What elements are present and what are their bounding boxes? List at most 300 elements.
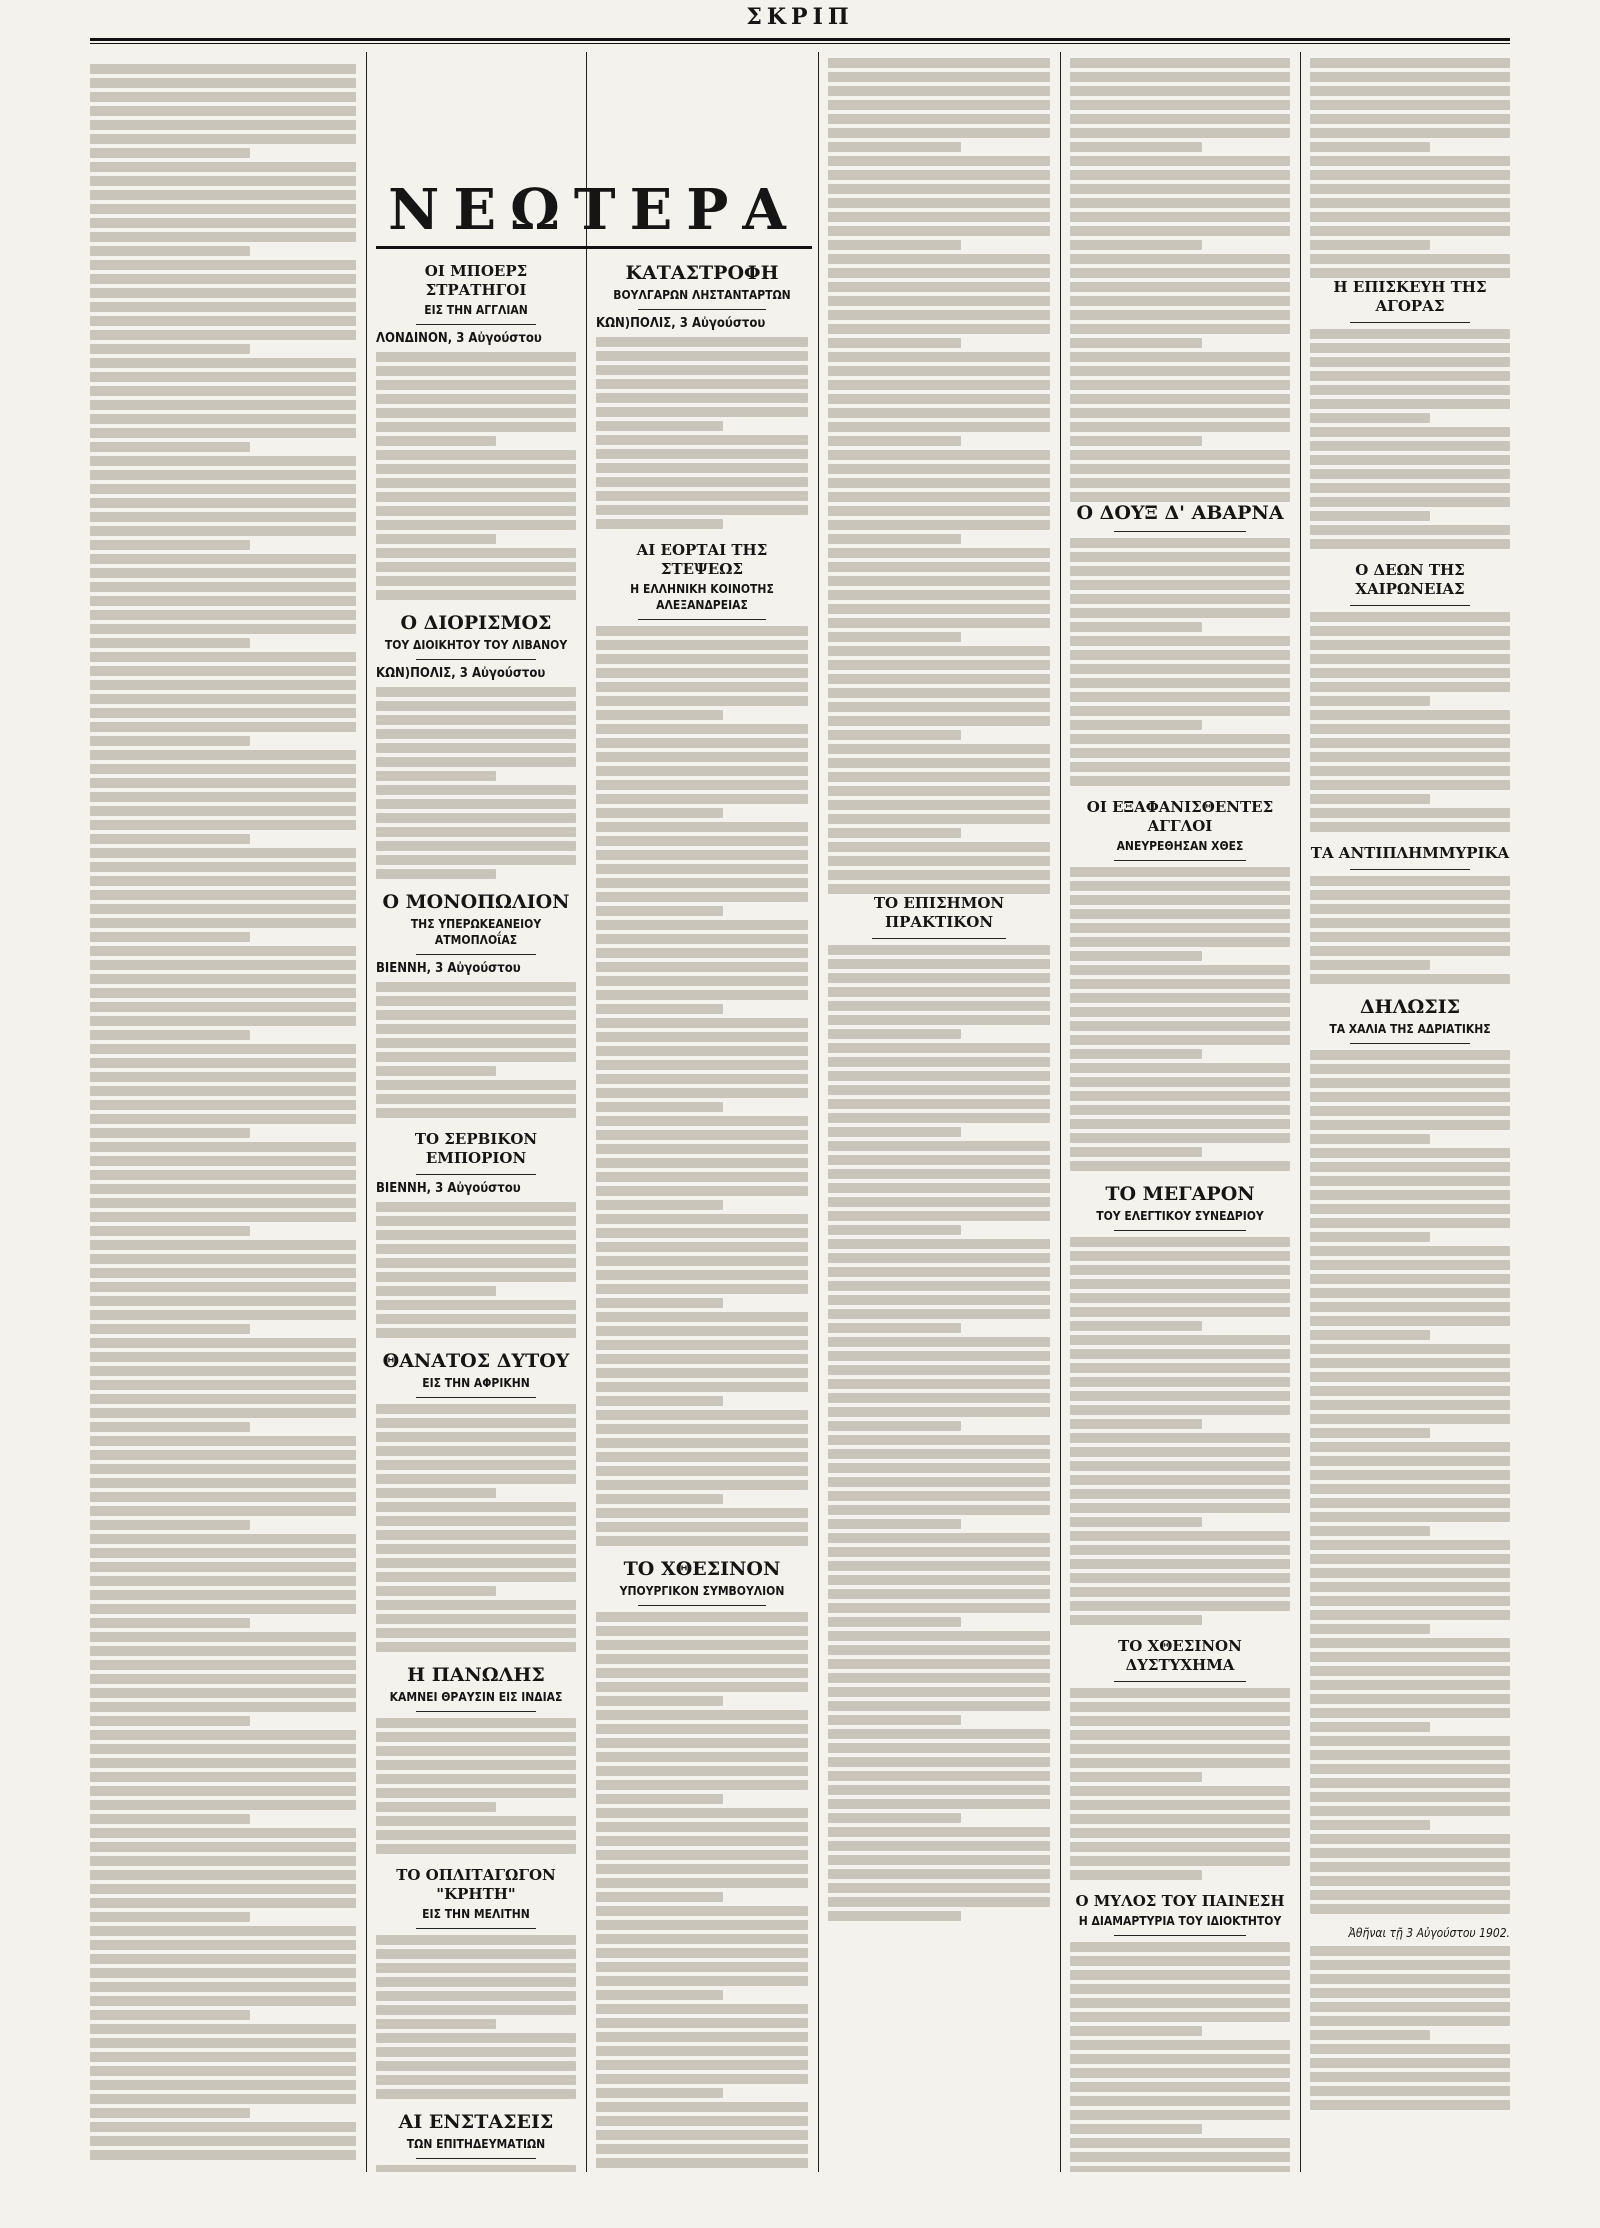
text-line xyxy=(90,2038,356,2048)
text-line xyxy=(90,820,356,830)
text-line xyxy=(828,1337,1050,1347)
text-line xyxy=(596,1354,808,1364)
text-line xyxy=(376,1066,496,1076)
text-line xyxy=(596,808,723,818)
text-line xyxy=(1070,1545,1290,1555)
text-line xyxy=(596,878,808,888)
text-line xyxy=(1070,748,1290,758)
text-line xyxy=(1070,951,1202,961)
article-body xyxy=(376,2165,576,2172)
text-line xyxy=(596,1466,808,1476)
text-line xyxy=(376,1488,496,1498)
text-line xyxy=(90,1884,356,1894)
article-body xyxy=(376,982,576,1118)
text-line xyxy=(90,456,356,466)
text-line xyxy=(828,128,1050,138)
text-line xyxy=(376,1628,576,1638)
text-line xyxy=(828,1869,1050,1879)
text-line xyxy=(828,1561,1050,1571)
text-line xyxy=(1070,408,1290,418)
text-line xyxy=(90,932,250,942)
text-line xyxy=(596,850,808,860)
article-subheadline: ΤΟΥ ΔΙΟΙΚΗΤΟΥ ΤΟΥ ΛΙΒΑΝΟΥ xyxy=(384,638,568,652)
text-line xyxy=(828,1701,1050,1711)
text-line xyxy=(1070,1716,1290,1726)
text-line xyxy=(1070,2096,1290,2106)
text-line xyxy=(1310,1106,1510,1116)
text-line xyxy=(596,1508,808,1518)
text-line xyxy=(376,1774,576,1784)
text-line xyxy=(90,1618,250,1628)
text-line xyxy=(1310,1386,1510,1396)
text-line xyxy=(1310,1246,1510,1256)
text-line xyxy=(596,1682,808,1692)
headline-rule xyxy=(638,309,765,310)
text-line xyxy=(1310,1834,1510,1844)
text-line xyxy=(376,450,576,460)
headline-rule xyxy=(416,1928,536,1929)
text-line xyxy=(1310,329,1510,339)
article-headline: ΤΟ ΕΠΙΣΗΜΟΝ ΠΡΑΚΤΙΚΟΝ xyxy=(873,894,1005,931)
text-line xyxy=(90,1856,356,1866)
article-body xyxy=(596,626,808,1546)
text-line xyxy=(828,1645,1050,1655)
text-line xyxy=(596,2046,808,2056)
text-line xyxy=(1070,2054,1290,2064)
text-line xyxy=(1070,1433,1290,1443)
article xyxy=(376,2111,576,2172)
text-line xyxy=(1070,184,1290,194)
text-line xyxy=(376,1446,576,1456)
text-line xyxy=(1070,1856,1290,1866)
text-line xyxy=(90,1086,356,1096)
text-line xyxy=(828,1281,1050,1291)
text-line xyxy=(90,1002,356,1012)
text-line xyxy=(90,708,356,718)
text-line xyxy=(376,1935,576,1945)
text-line xyxy=(1070,1786,1290,1796)
text-line xyxy=(828,1533,1050,1543)
text-line xyxy=(828,1211,1050,1221)
text-line xyxy=(828,1057,1050,1067)
text-line xyxy=(1310,1680,1510,1690)
text-line xyxy=(376,687,576,697)
text-line xyxy=(1070,965,1290,975)
text-line xyxy=(90,624,356,634)
text-line xyxy=(90,1688,356,1698)
text-line xyxy=(596,1396,723,1406)
text-line xyxy=(596,752,808,762)
text-line xyxy=(1070,422,1290,432)
text-line xyxy=(1310,2002,1510,2012)
text-line xyxy=(828,1323,961,1333)
text-line xyxy=(1310,682,1510,692)
text-line xyxy=(90,162,356,172)
text-line xyxy=(376,1802,496,1812)
headline-rule xyxy=(1350,605,1470,606)
text-line xyxy=(1070,1279,1290,1289)
text-line xyxy=(828,814,1050,824)
text-line xyxy=(596,1536,808,1546)
text-line xyxy=(90,1562,356,1572)
text-line xyxy=(828,1757,1050,1767)
column-divider xyxy=(366,52,367,2172)
text-line xyxy=(1310,2030,1430,2040)
text-line xyxy=(376,1038,576,1048)
text-line xyxy=(1310,696,1430,706)
text-line xyxy=(90,1212,356,1222)
text-line xyxy=(1310,427,1510,437)
text-line xyxy=(1310,413,1430,423)
text-line xyxy=(1070,1021,1290,1031)
text-line xyxy=(90,1674,356,1684)
text-line xyxy=(1310,240,1430,250)
text-line xyxy=(596,463,808,473)
text-line xyxy=(90,1968,356,1978)
text-line xyxy=(90,1058,356,1068)
text-line xyxy=(376,1418,576,1428)
text-line xyxy=(1070,282,1290,292)
text-line xyxy=(828,1799,1050,1809)
text-line xyxy=(828,870,1050,880)
text-line xyxy=(90,1800,356,1810)
text-line xyxy=(1070,594,1290,604)
text-line xyxy=(596,393,808,403)
article-headline: ΟΙ ΕΞΑΦΑΝΙΣΘΕΝΤΕΣ ΑΓΓΛΟΙ xyxy=(1086,798,1274,835)
text-line xyxy=(596,2004,808,2014)
text-line xyxy=(1070,240,1202,250)
text-line xyxy=(596,962,808,972)
text-line xyxy=(596,710,723,720)
text-line xyxy=(1070,142,1202,152)
text-line xyxy=(1070,608,1290,618)
text-line xyxy=(596,1990,723,2000)
article xyxy=(596,541,808,1546)
text-line xyxy=(828,100,1050,110)
article-body xyxy=(90,58,356,2160)
text-line xyxy=(1070,1772,1202,1782)
text-line xyxy=(1310,483,1510,493)
text-line xyxy=(1310,1554,1510,1564)
article-body xyxy=(1310,612,1510,832)
text-line xyxy=(1070,1335,1290,1345)
text-line xyxy=(376,1108,576,1118)
text-line xyxy=(1310,1190,1510,1200)
text-line xyxy=(1310,184,1510,194)
text-line xyxy=(828,1435,1050,1445)
text-line xyxy=(1070,1133,1290,1143)
text-line xyxy=(1070,1601,1290,1611)
text-line xyxy=(1070,1730,1290,1740)
text-line xyxy=(828,1015,1050,1025)
text-line xyxy=(90,344,250,354)
text-line xyxy=(596,1144,808,1154)
text-line xyxy=(596,1976,808,1986)
text-line xyxy=(1070,1702,1290,1712)
text-line xyxy=(1070,2110,1290,2120)
text-line xyxy=(1070,268,1290,278)
text-line xyxy=(90,1254,356,1264)
text-line xyxy=(596,724,808,734)
text-line xyxy=(1310,960,1430,970)
text-line xyxy=(596,1480,808,1490)
article-subheadline: ΕΙΣ ΤΗΝ ΑΦΡΙΚΗΝ xyxy=(422,1376,530,1390)
text-line xyxy=(376,2047,576,2057)
article-subheadline: ΤΟΥ ΕΛΕΓΤΙΚΟΥ ΣΥΝΕΔΡΙΟΥ xyxy=(1096,1209,1264,1223)
article xyxy=(1310,278,1510,549)
text-line xyxy=(596,1228,808,1238)
text-line xyxy=(1070,650,1290,660)
text-line xyxy=(1070,895,1290,905)
text-line xyxy=(828,800,1050,810)
text-line xyxy=(828,310,1050,320)
text-line xyxy=(90,92,356,102)
text-line xyxy=(596,1172,808,1182)
text-line xyxy=(376,1432,576,1442)
article xyxy=(1310,844,1510,984)
text-line xyxy=(90,1982,356,1992)
column-5 xyxy=(1070,52,1290,2172)
text-line xyxy=(376,1830,576,1840)
text-line xyxy=(596,1438,808,1448)
text-line xyxy=(828,156,1050,166)
text-line xyxy=(1310,808,1510,818)
text-line xyxy=(1070,762,1290,772)
text-line xyxy=(828,72,1050,82)
text-line xyxy=(376,1963,576,1973)
text-line xyxy=(1310,1162,1510,1172)
text-line xyxy=(90,288,356,298)
text-line xyxy=(376,2089,576,2099)
text-line xyxy=(828,674,1050,684)
text-line xyxy=(828,1393,1050,1403)
text-line xyxy=(376,701,576,711)
text-line xyxy=(828,1169,1050,1179)
article-subheadline: ΕΙΣ ΤΗΝ ΑΓΓΛΙΑΝ xyxy=(424,303,528,317)
text-line xyxy=(1070,1800,1290,1810)
text-line xyxy=(1070,1870,1202,1880)
article-headline: Ο ΔΙΟΡΙΣΜΟΣ xyxy=(400,612,552,634)
text-line xyxy=(596,1724,808,1734)
masthead-rule xyxy=(90,38,1510,41)
text-line xyxy=(1070,552,1290,562)
text-line xyxy=(596,1668,808,1678)
text-line xyxy=(828,758,1050,768)
text-line xyxy=(1070,692,1290,702)
text-line xyxy=(90,1296,356,1306)
text-line xyxy=(1070,993,1290,1003)
text-line xyxy=(90,218,356,228)
headline-rule xyxy=(1114,1681,1246,1682)
text-line xyxy=(596,1934,808,1944)
text-line xyxy=(376,1530,576,1540)
article xyxy=(376,612,576,879)
text-line xyxy=(90,512,356,522)
text-line xyxy=(596,407,808,417)
text-line xyxy=(596,2018,808,2028)
text-line xyxy=(90,638,250,648)
text-line xyxy=(828,1309,1050,1319)
text-line xyxy=(1310,497,1510,507)
text-line xyxy=(596,1948,808,1958)
text-line xyxy=(1310,2058,1510,2068)
text-line xyxy=(376,1614,576,1624)
text-line xyxy=(1310,918,1510,928)
text-line xyxy=(596,1766,808,1776)
article-subheadline: Η ΕΛΛΗΝΙΚΗ ΚΟΙΝΟΤΗΣ ΑΛΕΞΑΝΔΡΕΙΑΣ xyxy=(630,582,774,612)
text-line xyxy=(1310,1862,1510,1872)
text-line xyxy=(90,1366,356,1376)
text-line xyxy=(828,1855,1050,1865)
article-subheadline: ΤΗΣ ΥΠΕΡΩΚΕΑΝΕΙΟΥ ΑΤΜΟΠΛΟΐΑΣ xyxy=(410,917,542,947)
text-line xyxy=(90,1646,356,1656)
text-line xyxy=(90,1352,356,1362)
text-line xyxy=(376,799,576,809)
text-line xyxy=(1070,1956,1290,1966)
article-headline: Ο ΜΥΛΟΣ ΤΟΥ ΠΑΙΝΕΣΗ xyxy=(1075,1892,1285,1910)
text-line xyxy=(1070,1161,1290,1171)
text-line xyxy=(1070,2124,1202,2134)
text-line xyxy=(90,1464,356,1474)
text-line xyxy=(1070,1405,1290,1415)
article-headline: Ο ΜΟΝΟΠΩΛΙΟΝ xyxy=(382,891,570,913)
text-line xyxy=(1070,2012,1290,2022)
text-line xyxy=(90,428,356,438)
text-line xyxy=(376,841,576,851)
text-line xyxy=(1070,1744,1290,1754)
text-line xyxy=(596,1836,808,1846)
text-line xyxy=(1070,58,1290,68)
text-line xyxy=(1070,478,1290,488)
text-line xyxy=(828,492,1050,502)
text-line xyxy=(376,1816,576,1826)
text-line xyxy=(90,750,356,760)
text-line xyxy=(90,834,250,844)
text-line xyxy=(90,372,356,382)
text-line xyxy=(596,2088,723,2098)
text-line xyxy=(376,1328,576,1338)
text-line xyxy=(596,906,723,916)
article-body xyxy=(376,1718,576,1854)
text-line xyxy=(1070,2152,1290,2162)
text-line xyxy=(1070,1517,1202,1527)
text-line xyxy=(828,464,1050,474)
text-line xyxy=(828,1421,961,1431)
text-line xyxy=(828,772,1050,782)
text-line xyxy=(1310,399,1510,409)
text-line xyxy=(1310,1946,1510,1956)
text-line xyxy=(90,1548,356,1558)
text-line xyxy=(828,1295,1050,1305)
text-line xyxy=(376,562,576,572)
text-line xyxy=(90,1716,250,1726)
text-line xyxy=(828,506,1050,516)
text-line xyxy=(828,842,1050,852)
article xyxy=(376,1350,576,1652)
article-body xyxy=(1310,329,1510,549)
text-line xyxy=(90,274,356,284)
text-line xyxy=(828,380,1050,390)
text-line xyxy=(90,960,356,970)
text-line xyxy=(596,365,808,375)
text-line xyxy=(828,1085,1050,1095)
headline-rule xyxy=(1350,322,1470,323)
headline-rule xyxy=(416,324,536,325)
text-line xyxy=(596,976,808,986)
text-line xyxy=(1070,1293,1290,1303)
text-line xyxy=(1310,1302,1510,1312)
text-line xyxy=(1070,1251,1290,1261)
text-line xyxy=(1310,1064,1510,1074)
text-line xyxy=(1310,1232,1430,1242)
column-divider xyxy=(1060,52,1061,2172)
text-line xyxy=(1070,1377,1290,1387)
text-line xyxy=(90,806,356,816)
text-line xyxy=(376,1642,576,1652)
text-line xyxy=(376,729,576,739)
text-line xyxy=(1070,1587,1290,1597)
headline-rule xyxy=(638,619,765,620)
text-line xyxy=(90,904,356,914)
section-title: ΝΕΩΤΕΡΑ xyxy=(388,177,800,243)
text-line xyxy=(1310,904,1510,914)
text-line xyxy=(1310,1148,1510,1158)
text-line xyxy=(596,1130,808,1140)
headline-rule xyxy=(416,1174,536,1175)
text-line xyxy=(90,876,356,886)
text-line xyxy=(828,1155,1050,1165)
text-line xyxy=(828,973,1050,983)
text-line xyxy=(1310,1512,1510,1522)
text-line xyxy=(1070,310,1290,320)
article xyxy=(1310,561,1510,832)
text-line xyxy=(376,1286,496,1296)
text-line xyxy=(376,996,576,1006)
text-line xyxy=(1310,343,1510,353)
text-line xyxy=(828,828,961,838)
text-line xyxy=(376,2005,576,2015)
article xyxy=(1070,1892,1290,2172)
text-line xyxy=(828,632,961,642)
text-line xyxy=(90,316,356,326)
text-line xyxy=(1310,1960,1510,1970)
text-line xyxy=(376,436,496,446)
text-line xyxy=(1310,72,1510,82)
text-line xyxy=(828,254,1050,264)
article xyxy=(376,1130,576,1338)
text-line xyxy=(1310,1456,1510,1466)
text-line xyxy=(596,2130,808,2140)
text-line xyxy=(1310,58,1510,68)
text-line xyxy=(828,142,961,152)
article-body xyxy=(376,1935,576,2099)
text-line xyxy=(1310,441,1510,451)
text-line xyxy=(376,2165,576,2172)
text-line xyxy=(828,604,1050,614)
article-headline: Ο ΔΕΩΝ ΤΗΣ ΧΑΙΡΩΝΕΙΑΣ xyxy=(1355,561,1465,598)
text-line xyxy=(596,1738,808,1748)
text-line xyxy=(1310,1778,1510,1788)
text-line xyxy=(90,1506,356,1516)
text-line xyxy=(1310,612,1510,622)
text-line xyxy=(1310,1414,1510,1424)
text-line xyxy=(1070,114,1290,124)
text-line xyxy=(596,1424,808,1434)
text-line xyxy=(828,58,1050,68)
text-line xyxy=(90,1604,356,1614)
text-line xyxy=(828,324,1050,334)
text-line xyxy=(90,1590,356,1600)
